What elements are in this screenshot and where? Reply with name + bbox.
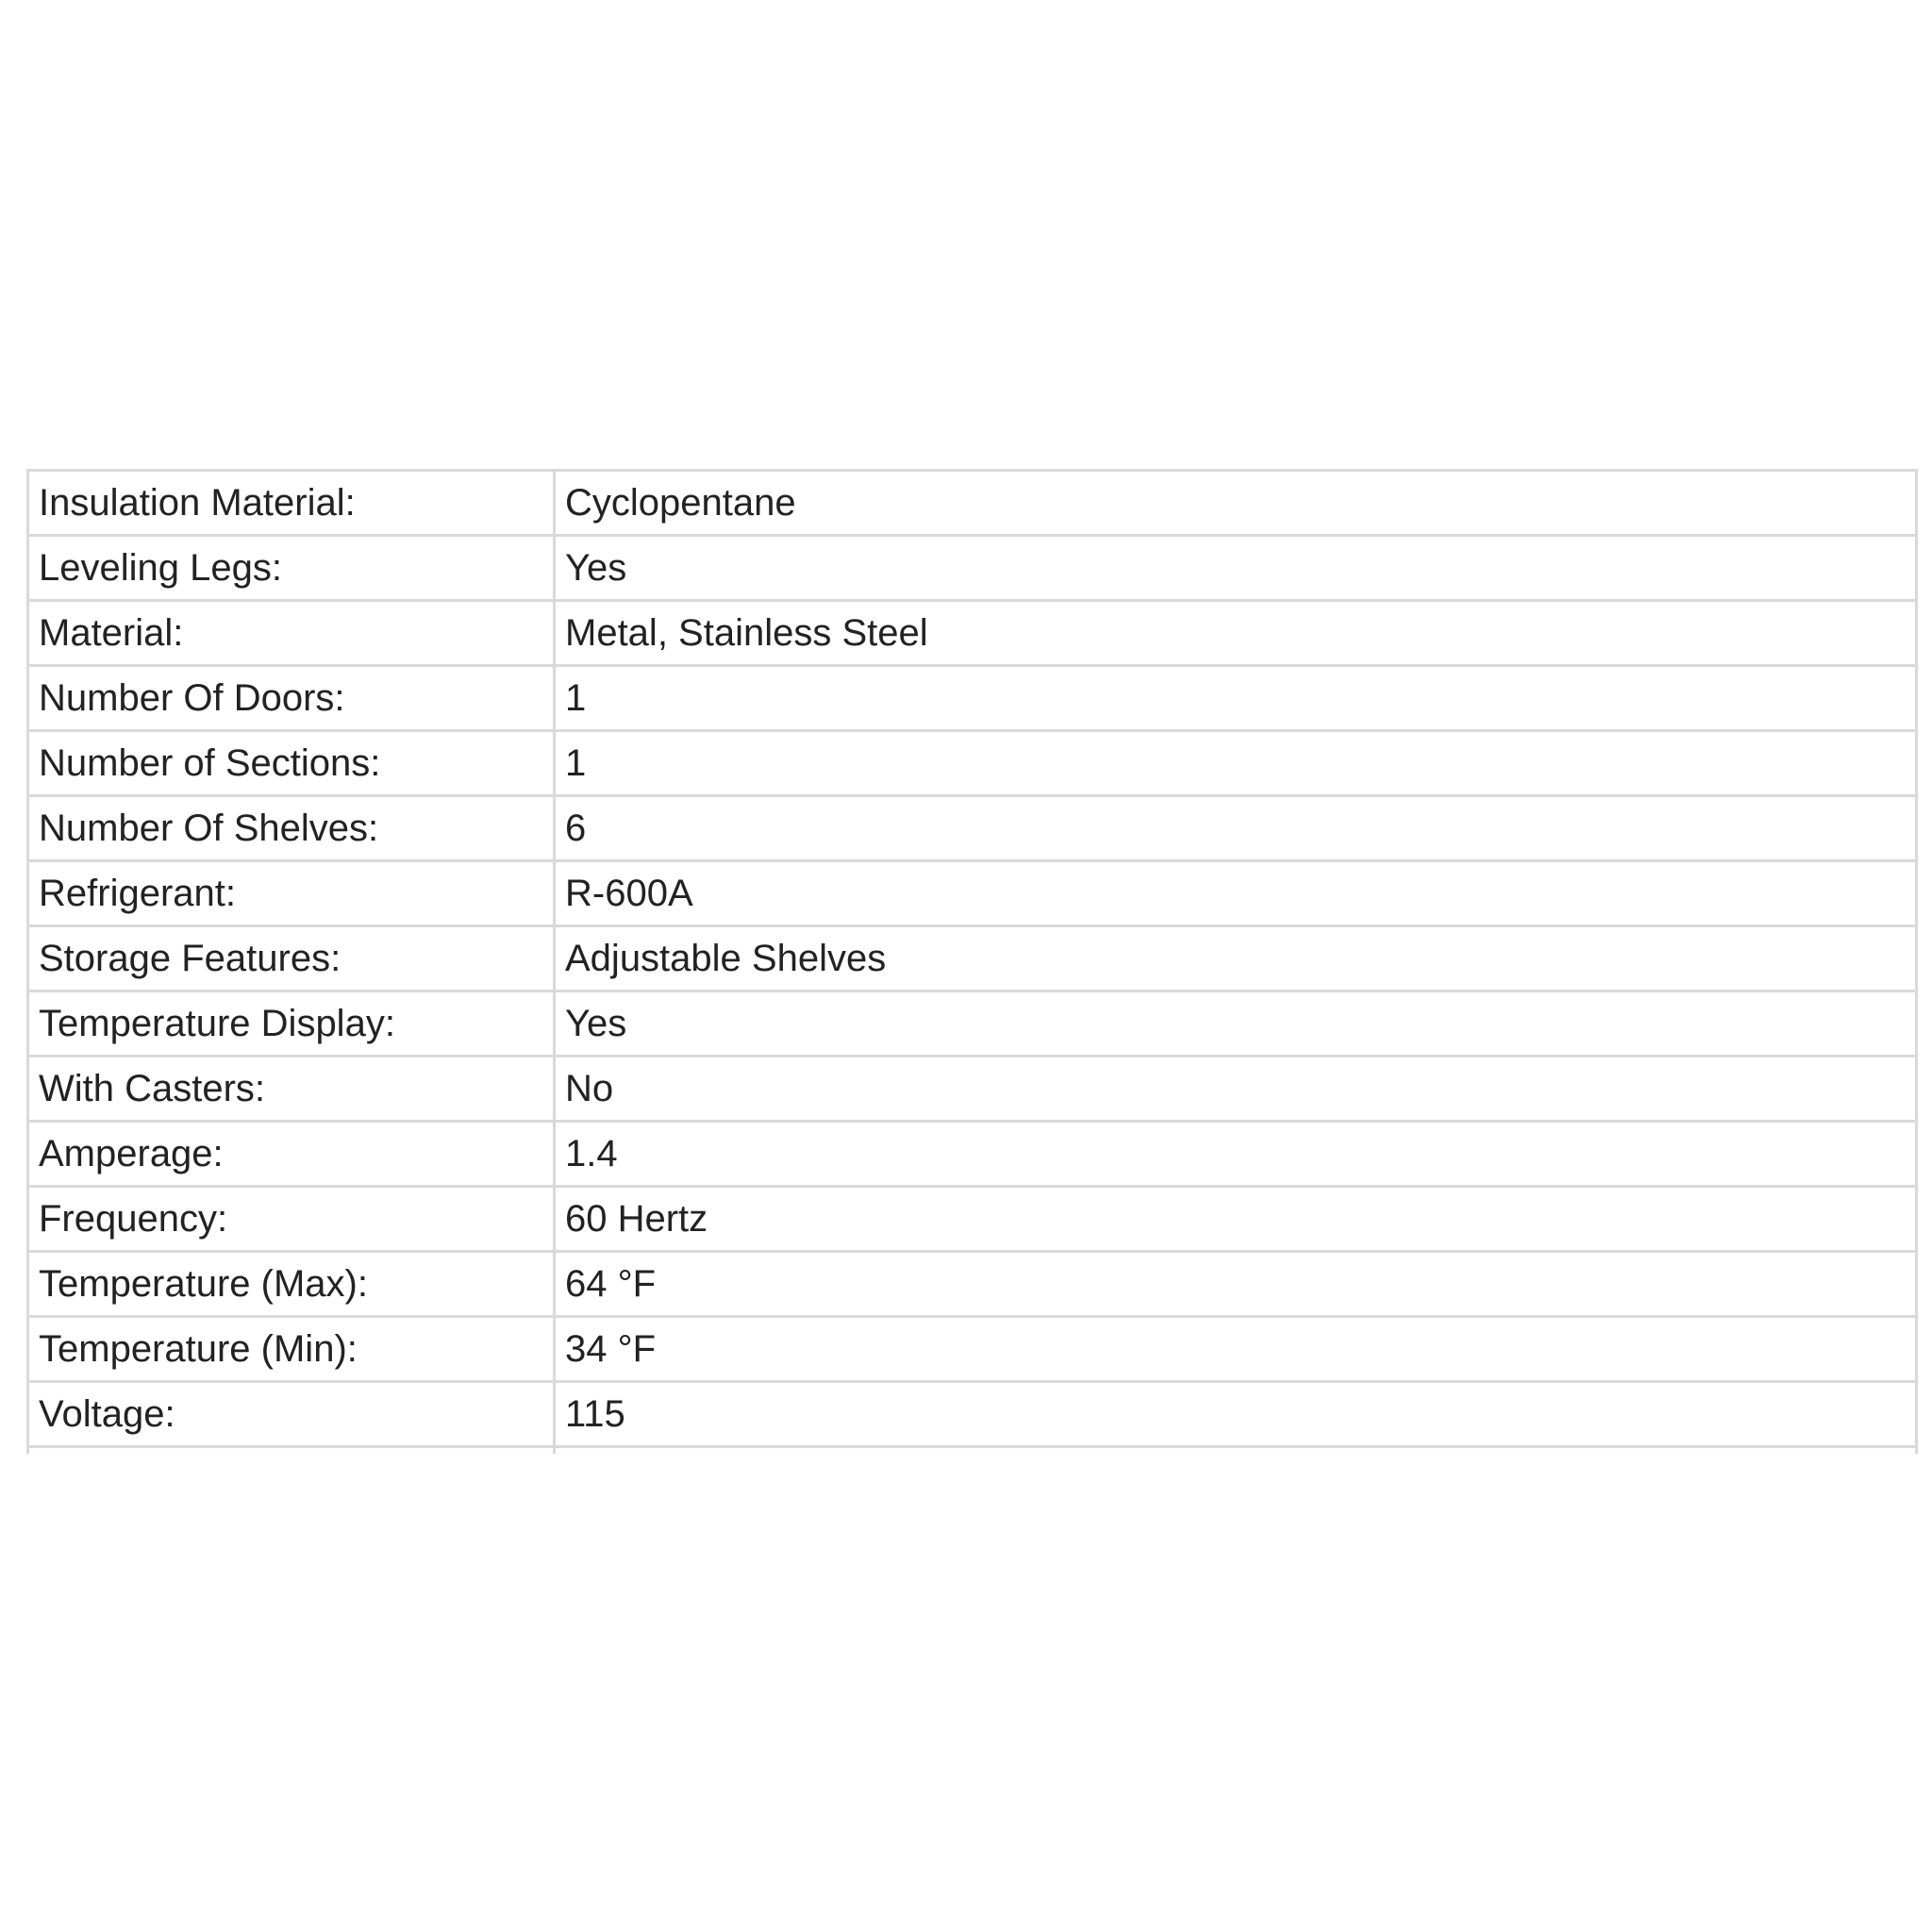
spec-value: 115 (555, 1382, 1917, 1447)
spec-row-insulation-material (28, 471, 1917, 536)
spec-label: Temperature (Min): (28, 1317, 555, 1382)
spec-label: Material: (28, 601, 555, 666)
spec-label: Number of Sections: (28, 731, 555, 796)
spec-row-temperature-max (28, 1252, 1917, 1317)
spec-value: Yes (555, 991, 1917, 1057)
spec-value: 1 (555, 731, 1917, 796)
spec-row-leveling-legs (28, 536, 1917, 601)
spec-label: Temperature Display: (28, 991, 555, 1057)
spec-row-amperage (28, 1122, 1917, 1187)
table-cutoff-row (28, 1447, 1917, 1455)
spec-row-temperature-min (28, 1317, 1917, 1382)
spec-row-voltage (28, 1382, 1917, 1447)
spec-value: 34 °F (555, 1317, 1917, 1382)
spec-label: Temperature (Max): (28, 1252, 555, 1317)
spec-value: 1 (555, 666, 1917, 731)
spec-value: Adjustable Shelves (555, 926, 1917, 991)
table-cutoff-cell (28, 1447, 555, 1455)
spec-value: Metal, Stainless Steel (555, 601, 1917, 666)
spec-value: 1.4 (555, 1122, 1917, 1187)
spec-label: Frequency: (28, 1187, 555, 1252)
spec-label: Amperage: (28, 1122, 555, 1187)
spec-row-number-of-shelves (28, 796, 1917, 861)
spec-value: 64 °F (555, 1252, 1917, 1317)
specifications-table (26, 469, 1918, 1454)
spec-label: Insulation Material: (28, 471, 555, 536)
spec-row-refrigerant (28, 861, 1917, 926)
spec-value: 60 Hertz (555, 1187, 1917, 1252)
table-cutoff-cell (555, 1447, 1917, 1455)
spec-value: No (555, 1057, 1917, 1122)
spec-row-number-of-doors (28, 666, 1917, 731)
spec-row-temperature-display (28, 991, 1917, 1057)
spec-value: R-600A (555, 861, 1917, 926)
spec-label: With Casters: (28, 1057, 555, 1122)
spec-row-material (28, 601, 1917, 666)
spec-value: 6 (555, 796, 1917, 861)
spec-row-frequency (28, 1187, 1917, 1252)
spec-row-with-casters (28, 1057, 1917, 1122)
spec-row-storage-features (28, 926, 1917, 991)
spec-label: Storage Features: (28, 926, 555, 991)
spec-row-number-of-sections (28, 731, 1917, 796)
spec-label: Voltage: (28, 1382, 555, 1447)
spec-label: Number Of Shelves: (28, 796, 555, 861)
spec-label: Number Of Doors: (28, 666, 555, 731)
spec-label: Leveling Legs: (28, 536, 555, 601)
spec-value: Yes (555, 536, 1917, 601)
spec-label: Refrigerant: (28, 861, 555, 926)
spec-value: Cyclopentane (555, 471, 1917, 536)
